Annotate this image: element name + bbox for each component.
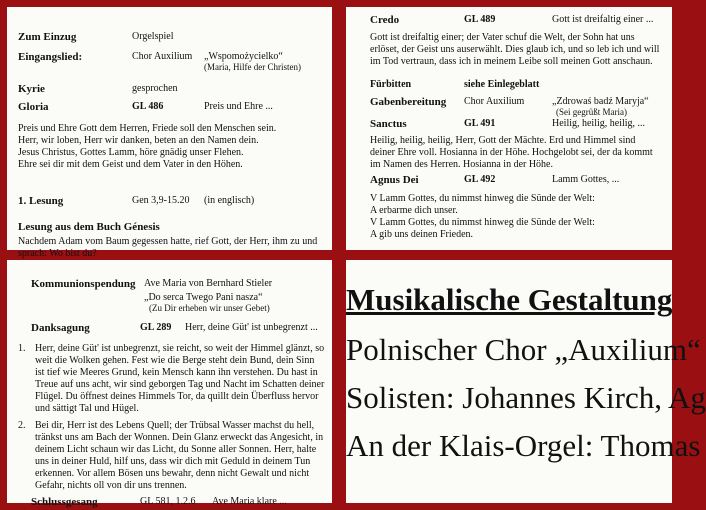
gaben-subtitle: (Sei gegrüßt Maria) xyxy=(556,107,627,117)
gaben-value: Chor Auxilium xyxy=(464,96,525,107)
verse-2-text: Bei dir, Herr ist des Lebens Quell; der Trübsal Wasser machst du hell, tränkst uns am Bach der Wonnen. Dein Glanz erweckt das Angesicht, in deinem Licht schaun wir das Licht, du Sonne aller Sonnen. Herr, halte uns in deiner Huld, hilf uns, dass wir dich mit Geduld in deinem Tun erkennen. Vor allem Bösen uns bewahr, denn nicht Gewalt und nicht Gefahr, nichts oll von dir uns trennen. xyxy=(35,420,324,491)
music-soloists-line: Solisten: Johannes Kirch, Ag xyxy=(346,380,706,415)
gaben-song: „Zdrowaś badź Maryja“ xyxy=(552,96,649,107)
credo-label: Credo xyxy=(370,14,400,26)
schluss-title: Ave Maria klare ... xyxy=(212,496,287,507)
kommunion-value: Ave Maria von Bernhard Stieler xyxy=(144,278,273,289)
eingang-song: „Wspomożycielko“ xyxy=(204,51,283,62)
gloria-line: Herr, wir loben, Herr wir danken, beten an den Namen dein. xyxy=(18,135,259,146)
sanctus-label: Sanctus xyxy=(370,118,407,130)
fuerbitten-label: Fürbitten xyxy=(370,79,412,90)
schluss-label: Schlussgesang xyxy=(31,496,98,508)
kyrie-value: gesprochen xyxy=(132,83,178,94)
agnus-title: Lamm Gottes, ... xyxy=(552,174,620,185)
danksagung-title: Herr, deine Güt' ist unbegrenzt ... xyxy=(185,322,318,333)
panel-liturgy-opening xyxy=(7,7,332,259)
sanctus-gl-number: GL 491 xyxy=(464,118,496,129)
gloria-line: Jesus Christus, Gottes Lamm, höre gnädig unser Flehen. xyxy=(18,147,244,158)
kommunion-song: „Do serca Twego Pani nasza“ xyxy=(144,292,263,303)
agnus-label: Agnus Dei xyxy=(370,174,419,186)
lesung-language: (in englisch) xyxy=(204,195,255,206)
eingang-label: Eingangslied: xyxy=(18,51,83,63)
verse-2-number: 2. xyxy=(18,420,26,431)
schluss-gl-number: GL 581, 1.2.6 xyxy=(140,496,196,507)
panel-liturgy-eucharist xyxy=(346,7,672,250)
gloria-line: Ehre sei dir mit dem Geist und dem Vater in den Höhen. xyxy=(18,159,243,170)
danksagung-label: Danksagung xyxy=(31,322,90,334)
lesung-reference: Gen 3,9-15.20 xyxy=(132,195,190,206)
music-heading: Musikalische Gestaltung xyxy=(346,282,673,317)
einzug-value: Orgelspiel xyxy=(132,31,174,42)
kommunion-label: Kommunionspendung xyxy=(31,278,136,290)
credo-gl-number: GL 489 xyxy=(464,14,496,25)
eingang-subtitle: (Maria, Hilfe der Christen) xyxy=(204,62,301,72)
verse-1-number: 1. xyxy=(18,343,26,354)
panel-music-credits xyxy=(346,260,706,503)
sanctus-title: Heilig, heilig, heilig, ... xyxy=(552,118,646,129)
gloria-title: Preis und Ehre ... xyxy=(204,101,273,112)
music-organ-line: An der Klais-Orgel: Thomas xyxy=(346,428,701,463)
gaben-label: Gabenbereitung xyxy=(370,96,447,108)
credo-title: Gott ist dreifaltig einer ... xyxy=(552,14,654,25)
agnus-line: A erbarme dich unser. xyxy=(370,205,458,216)
gloria-line: Preis und Ehre Gott dem Herren, Friede soll den Menschen sein. xyxy=(18,123,277,134)
music-choir-line: Polnischer Chor „Auxilium“ xyxy=(346,332,701,367)
verse-1-text: Herr, deine Güt' ist unbegrenzt, sie reicht, so weit der Himmel glänzt, so weit die Wolken gehen. Fest wie die Berge steht dein Bund, dein Sinn ist tief wie Meeres Grund, kein Mensch kann ihn verstehen. Du hast in Treue auf uns acht, wir sind geborgen Tag und Nacht im Schatten deiner Flügel. Du öffnest deines Himmels Tor, da quillt dein Überfluss hervor und sättigt Tal und Hügel. xyxy=(35,343,325,414)
kyrie-label: Kyrie xyxy=(18,83,45,95)
kommunion-subtitle: (Zu Dir erheben wir unser Gebet) xyxy=(149,303,270,313)
agnus-line: V Lamm Gottes, du nimmst hinweg die Sünde der Welt: xyxy=(370,217,595,228)
eingang-value: Chor Auxilium xyxy=(132,51,193,62)
einzug-label: Zum Einzug xyxy=(18,31,77,43)
agnus-line: A gib uns deinen Frieden. xyxy=(370,229,474,240)
fuerbitten-value: siehe Einlegeblatt xyxy=(464,79,540,90)
panel-liturgy-communion xyxy=(7,260,332,508)
lesung-heading: Lesung aus dem Buch Génesis xyxy=(18,221,160,233)
danksagung-gl-number: GL 289 xyxy=(140,322,172,333)
lesung-label: 1. Lesung xyxy=(18,195,64,207)
agnus-gl-number: GL 492 xyxy=(464,174,496,185)
gloria-label: Gloria xyxy=(18,101,49,113)
sanctus-text: Heilig, heilig, heilig, Herr, Gott der Mächte. Erd und Himmel sind deiner Ehre voll. Hosianna in der Höhe. Hochgelobt sei, der da kommt im Namen des Herren. Hosianna in der Höhe. xyxy=(370,135,653,170)
agnus-line: V Lamm Gottes, du nimmst hinweg die Sünde der Welt: xyxy=(370,193,595,204)
credo-text: Gott ist dreifaltig einer; der Vater schuf die Welt, der Sohn hat uns erlöset, der Geist uns auserwählt. Dies glaub ich, und so leb ich und will im Tod vertraun, dass ich in meinem Leibe soll meinen Gott anschaun. xyxy=(370,32,660,67)
gloria-gl-number: GL 486 xyxy=(132,101,164,112)
lesung-text: Nachdem Adam vom Baum gegessen hatte, rief Gott, der Herr, ihm zu und sprach: Wo bist du? xyxy=(18,236,318,259)
